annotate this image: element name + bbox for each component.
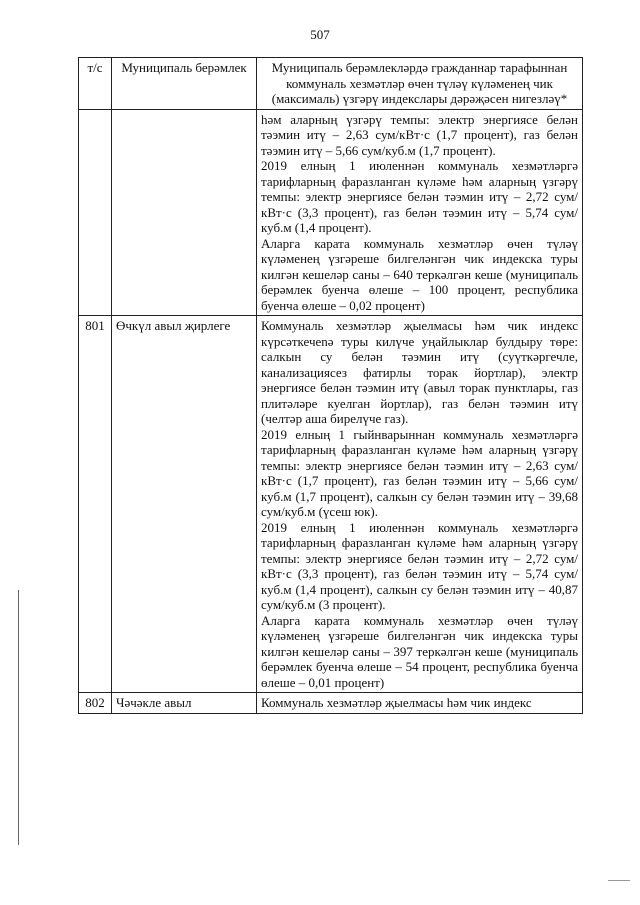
tariff-index-table <box>78 57 583 714</box>
row-number: 801 <box>79 316 112 693</box>
row-municipality <box>112 109 257 316</box>
table-row <box>79 693 583 714</box>
row-description <box>257 109 583 316</box>
paragraph: 2019 елның 1 гыйнварыннан коммуналь хезмәтләргә тарифларның фаразланган күләме һәм аларның үзгәрү темпы: электр энергиясе белән тәэмин итү – 2,63 сум/кВт·с (1,7 процент), газ белән тәэмин итү – 5,66 сум/куб.м (1,7 процент), салкын су белән тәэмин итү – 39,68 сум/куб.м (үсеш юк). <box>261 426 578 519</box>
table-row <box>79 316 583 693</box>
row-description <box>257 693 583 714</box>
paragraph: Аларга карата коммуналь хезмәтләр өчен түләү күләменең үзгәреше билгеләнгән чик индекска туры килгән кешеләр саны – 397 теркәлгән кеше (муниципаль берәмлек буенча өлеше – 54 процент, республика буенча өлеше – 0,01 процент) <box>261 612 578 690</box>
paragraph: 2019 елның 1 июленнән коммуналь хезмәтләргә тарифларның фаразланган күләме һәм аларның үзгәрү темпы: электр энергиясе белән тәэмин итү – 2,72 сум/кВт·с (3,3 процент), газ белән тәэмин итү – 5,74 сум/куб.м (1,4 процент). <box>261 158 578 235</box>
table-header-row <box>79 58 583 110</box>
scan-corner-mark <box>608 880 630 881</box>
header-description: Муниципаль берәмлекләрдә гражданнар тарафыннан коммуналь хезмәтләр өчен түләү күләменең чик (максималь) үзгәрү индекслары дәрәҗәсен нигезләү* <box>257 58 583 110</box>
paragraph: Аларга карата коммуналь хезмәтләр өчен түләү күләменең үзгәреше билгеләнгән чик индекска туры килгән кешеләр саны – 640 теркәлгән кеше (муниципаль берәмлек буенча өлеше – 100 процент, республика буенча өлеше – 0,02 процент) <box>261 235 578 313</box>
row-municipality: Чәчәкле авыл <box>112 693 257 714</box>
scan-edge-line <box>18 590 19 845</box>
row-municipality: Өчкүл авыл җирлеге <box>112 316 257 693</box>
header-municipality: Муниципаль берәмлек <box>112 58 257 110</box>
paragraph: 2019 елның 1 июленнән коммуналь хезмәтләргә тарифларның фаразланган күләме һәм аларның үзгәрү темпы: электр энергиясе белән тәэмин итү – 2,72 сум/кВт·с (3,3 процент), газ белән тәэмин итү – 5,74 сум/куб.м (1,4 процент), салкын су белән тәэмин итү – 40,87 сум/куб.м (3 процент). <box>261 519 578 612</box>
paragraph: Коммуналь хезмәтләр җыелмасы һәм чик индекс күрсәткечenә туры килүче уңайлыклар булдыру төре: салкын су белән тәэмин итү (суүткәргечле, канализациясез фатирлы торак йортлар), электр энергиясе белән тәэмин итү (авыл торак пунктлары, газ плитәләре куелган йортлар), газ белән тәэмин итү (челтәр аша бирелүче газ). <box>261 318 578 426</box>
row-description <box>257 316 583 693</box>
row-number: 802 <box>79 693 112 714</box>
table-row <box>79 109 583 316</box>
header-no: т/с <box>79 58 112 110</box>
row-number <box>79 109 112 316</box>
paragraph: һәм аларның үзгәрү темпы: электр энергиясе белән тәэмин итү – 2,63 сум/кВт·с (1,7 процент), газ белән тәэмин итү – 5,66 сум/куб.м (1,7 процент). <box>261 111 578 158</box>
paragraph: Коммуналь хезмәтләр җыелмасы һәм чик индекс <box>261 695 532 710</box>
page-number: 507 <box>310 27 330 42</box>
